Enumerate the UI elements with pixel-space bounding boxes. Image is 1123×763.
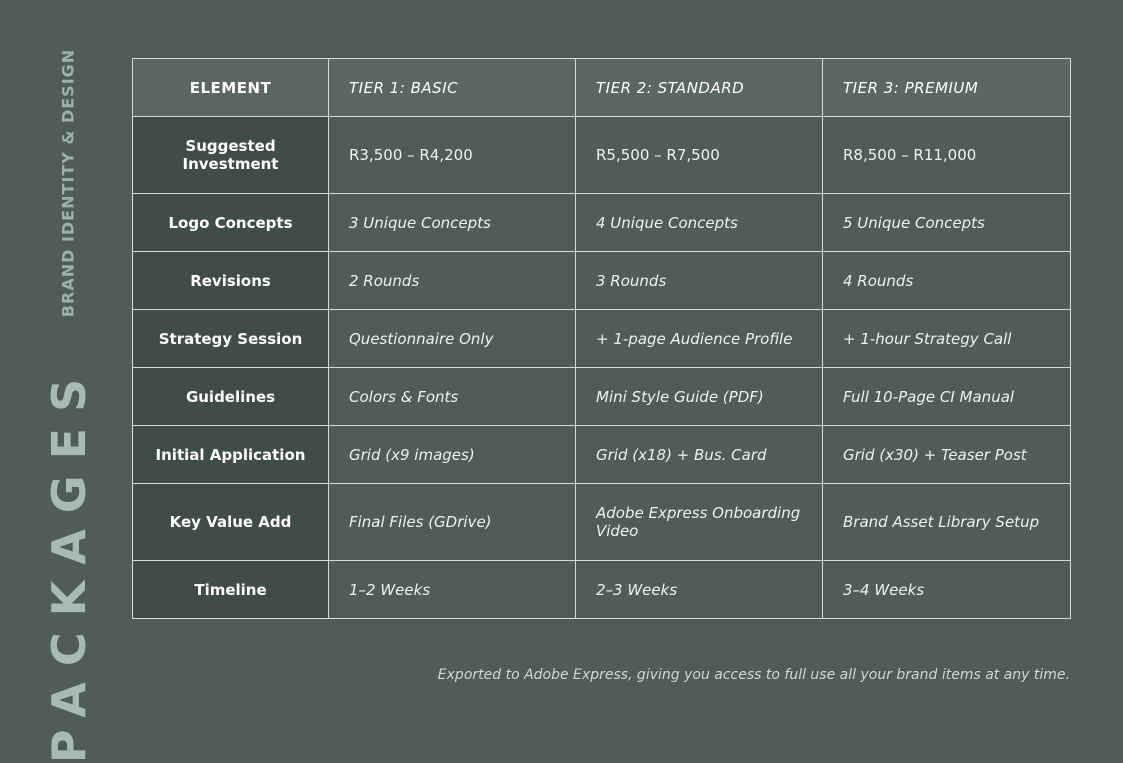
table-cell: 1–2 Weeks [329,561,576,619]
table-cell: Colors & Fonts [329,368,576,426]
footnote: Exported to Adobe Express, giving you access to full use all your brand items at any time. [437,667,1070,683]
table-cell: 4 Rounds [823,252,1071,310]
table-cell: R5,500 – R7,500 [576,117,823,194]
header-tier-1: TIER 1: BASIC [329,59,576,117]
row-label: Strategy Session [133,310,329,368]
table-cell: Adobe Express Onboarding Video [576,484,823,561]
table-cell: Grid (x30) + Teaser Post [823,426,1071,484]
row-label: Guidelines [133,368,329,426]
table-cell: R8,500 – R11,000 [823,117,1071,194]
table-row [133,426,1071,484]
table-header-row [133,59,1071,117]
table-cell: 4 Unique Concepts [576,194,823,252]
side-subtitle: BRAND IDENTITY & DESIGN [58,48,78,318]
table-cell: 3 Rounds [576,252,823,310]
table-cell: Brand Asset Library Setup [823,484,1071,561]
table-row [133,484,1071,561]
table-cell: Grid (x9 images) [329,426,576,484]
table-row [133,368,1071,426]
table-cell: 5 Unique Concepts [823,194,1071,252]
table-row [133,310,1071,368]
table-cell: R3,500 – R4,200 [329,117,576,194]
table-cell: Mini Style Guide (PDF) [576,368,823,426]
row-label: Suggested Investment [133,117,329,194]
table-cell: 2 Rounds [329,252,576,310]
row-label: Initial Application [133,426,329,484]
row-label: Timeline [133,561,329,619]
table-cell: Final Files (GDrive) [329,484,576,561]
table-row [133,561,1071,619]
header-element: ELEMENT [133,59,329,117]
side-title: PACKAGES [42,362,96,763]
table-cell: Questionnaire Only [329,310,576,368]
table-cell: 2–3 Weeks [576,561,823,619]
table-cell: Full 10-Page CI Manual [823,368,1071,426]
table-cell: + 1-page Audience Profile [576,310,823,368]
row-label: Key Value Add [133,484,329,561]
packages-table [132,58,1071,619]
table-cell: 3–4 Weeks [823,561,1071,619]
table-row [133,252,1071,310]
table-cell: + 1-hour Strategy Call [823,310,1071,368]
table-cell: Grid (x18) + Bus. Card [576,426,823,484]
header-tier-2: TIER 2: STANDARD [576,59,823,117]
table-cell: 3 Unique Concepts [329,194,576,252]
table-row [133,117,1071,194]
row-label: Logo Concepts [133,194,329,252]
row-label: Revisions [133,252,329,310]
header-tier-3: TIER 3: PREMIUM [823,59,1071,117]
table-row [133,194,1071,252]
